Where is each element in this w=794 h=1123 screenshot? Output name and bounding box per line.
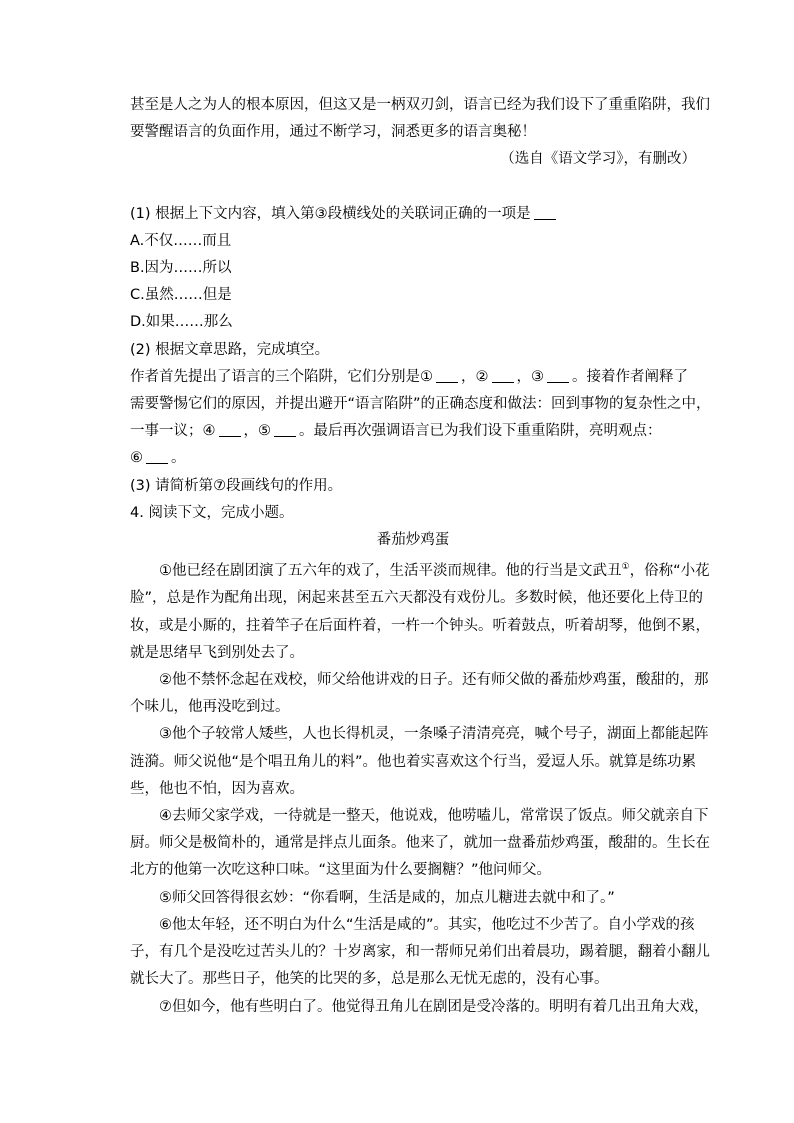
blank-1[interactable]	[436, 368, 458, 383]
answer-blank[interactable]	[534, 205, 556, 220]
story-line: 子，有几个是没吃过苦头儿的？十岁离家，和一帮师兄弟们出着晨功，踢着腿，翻着小翻儿	[130, 944, 710, 961]
option-b: B.因为……所以	[130, 260, 232, 277]
question-2-line-4: ⑥ 。	[130, 450, 186, 467]
question-2-stem: (2) 根据文章思路，完成填空。	[130, 341, 330, 358]
story-line: 厨。师父是极简朴的，通常是拌点儿面条。他来了，就加一盘番茄炒鸡蛋，酸甜的。生长在	[130, 835, 710, 852]
blank-5[interactable]	[274, 422, 296, 437]
story-line: ⑦但如今，他有些明白了。他觉得丑角儿在剧团是受冷落的。明明有着几出丑角大戏，	[159, 998, 709, 1015]
source-citation: （选自《语文学习》，有删改）	[500, 151, 696, 168]
story-line: 北方的他第一次吃这种口味。“这里面为什么要搁糖？”他问师父。	[130, 862, 552, 879]
story-line: 妆，或是小厮的，拄着竿子在后面杵着，一杵一个钟头。听着鼓点，听着胡琴，他倒不累，	[130, 617, 710, 634]
question-4-stem: 4. 阅读下文，完成小题。	[130, 504, 294, 521]
question-3-stem: (3) 请简析第⑦段画线句的作用。	[130, 477, 343, 494]
story-line: ⑥他太年轻，还不明白为什么“生活是咸的”。其实，他吃过不少苦了。自小学戏的孩	[159, 916, 695, 933]
footnote-marker: ①	[621, 562, 630, 573]
intro-line-1: 甚至是人之为人的根本原因，但这又是一柄双刃剑，语言已经为我们设下了重重陷阱，我们	[130, 97, 710, 113]
story-line: 就是思绪早飞到别处去了。	[130, 644, 304, 661]
story-line: 个味儿，他再没吃到过。	[130, 699, 290, 716]
blank-2[interactable]	[492, 368, 514, 383]
blank-3[interactable]	[547, 368, 569, 383]
story-line: ③他个子较常人矮些，人也长得机灵，一条嗓子清清亮亮，喊个号子，湖面上都能起阵	[159, 726, 709, 743]
question-2-line-2: 需要警惕它们的原因，并提出避开“语言陷阱”的正确态度和做法：回到事物的复杂性之中，	[130, 396, 711, 413]
option-d: D.如果……那么	[130, 314, 233, 331]
story-line: 脸”，总是作为配角出现，闲起来甚至五六天都没有戏份儿。多数时候，他还要化上侍卫的	[130, 590, 704, 607]
story-line: 些，他也不怕，因为喜欢。	[130, 780, 304, 797]
document-page	[130, 92, 711, 1021]
question-2-line-1: 作者首先提出了语言的三个陷阱，它们分别是① ，② ，③ 。接着作者阐释了	[130, 368, 688, 385]
intro-line-2: 要警醒语言的负面作用，通过不断学习，洞悉更多的语言奥秘！	[130, 124, 536, 141]
story-line: ①他已经在剧团演了五六年的戏了，生活平淡而规律。他的行当是文武丑①，俗称“小花	[159, 562, 710, 580]
story-line: ⑤师父回答得很玄妙：“你看啊，生活是咸的，加点儿糖进去就中和了。”	[159, 889, 615, 906]
option-a: A.不仅……而且	[130, 232, 232, 249]
option-c: C.虽然……但是	[130, 287, 232, 304]
story-line: 就长大了。那些日子，他笑的比哭的多，总是那么无忧无虑的，没有心事。	[130, 971, 609, 988]
story-line: 涟漪。师父说他“是个唱丑角儿的料”。他也着实喜欢这个行当，爱逗人乐。就算是练功累	[130, 753, 697, 770]
story-line: ④去师父家学戏，一待就是一整天，他说戏，他唠嗑儿，常常误了饭点。师父就亲自下	[159, 808, 709, 825]
story-title: 番茄炒鸡蛋	[376, 532, 450, 549]
story-line: ②他不禁怀念起在戏校，师父给他讲戏的日子。还有师父做的番茄炒鸡蛋，酸甜的，那	[159, 672, 709, 689]
question-1-stem: (1) 根据上下文内容，填入第③段横线处的关联词正确的一项是	[130, 201, 696, 228]
blank-4[interactable]	[219, 422, 241, 437]
question-2-line-3: 一事一议；④ ，⑤ 。最后再次强调语言已为我们设下重重陷阱，亮明观点：	[130, 423, 662, 440]
blank-6[interactable]	[146, 449, 168, 464]
